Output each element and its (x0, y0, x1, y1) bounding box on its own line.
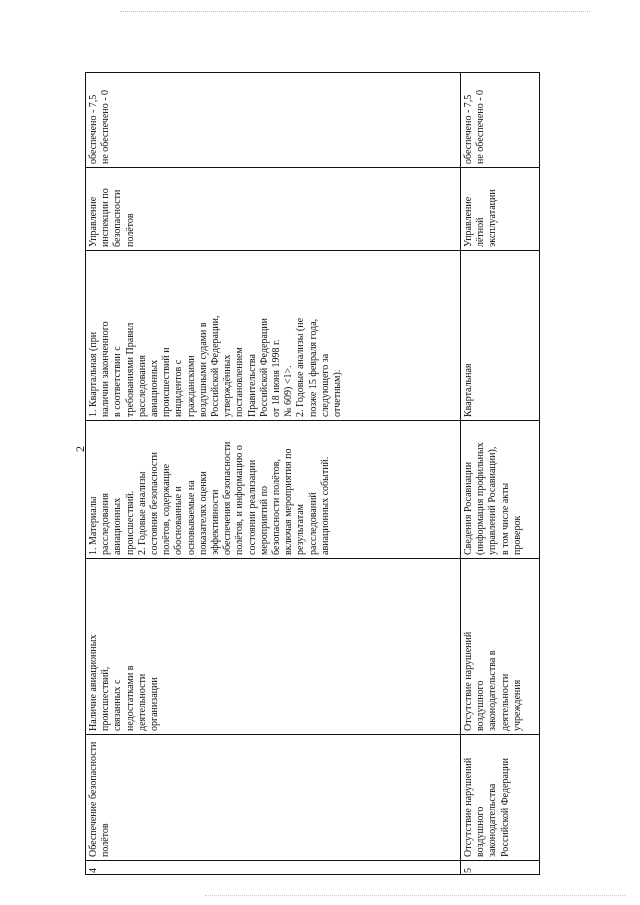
period-cell: Квартальная (461, 250, 539, 420)
goal-cell: Обеспечение безопасности полётов (86, 734, 460, 860)
score-cell: обеспечено - 7,5 не обеспечено - 0 (463, 89, 487, 164)
row-number: 4 (86, 860, 460, 874)
source-cell: Сведения Росавиации (информация профильных управлений Росавиации), в том числе акты проверок (461, 420, 539, 558)
responsible-cell: Управление лётной эксплуатации (461, 167, 539, 250)
table-row (86, 73, 461, 874)
source-cell: 1. Материалы расследования авиационных происшествий. 2. Годовые анализы состояния безопасности полётов, содержащие обоснованные и основываемые на показателях оценки эффективности обеспечения безопасности полётов, и информацию о состоянии реализации мероприятий по безопасности полётов, включая мероприятия по результатам расследований авиационных событий. (86, 420, 460, 558)
page-number: 2 (73, 446, 87, 452)
table-row (461, 73, 539, 874)
responsible-cell: Управление инспекции по безопасности полётов (86, 167, 460, 250)
criteria-table (85, 72, 540, 875)
row-number: 5 (461, 860, 539, 874)
indicator-cell: Наличие авиационных происшествий, связанных с недостатками в деятельности организации (86, 558, 460, 734)
scan-artifact-bottom (205, 895, 625, 896)
scan-artifact-top (120, 11, 590, 12)
goal-cell: Отсутствие нарушений воздушного законодательства Российской Федерации (461, 734, 539, 860)
indicator-cell: Отсутствие нарушений воздушного законодательства в деятельности учреждения (461, 558, 539, 734)
period-cell: 1. Квартальная (при наличии законченного в соответствии с требованиями Правил расследования авиационных происшествий и инцидентов с гражданскими воздушными судами в Российской Федерации, утверждённых постановлением Правительства Российской Федерации от 18 июня 1998 г. № 609) <1>. 2. Годовые анализы (не позже 15 февраля года, следующего за отчетным). (86, 250, 460, 420)
score-cell: обеспечено - 7,5 не обеспечено - 0 (88, 89, 112, 164)
